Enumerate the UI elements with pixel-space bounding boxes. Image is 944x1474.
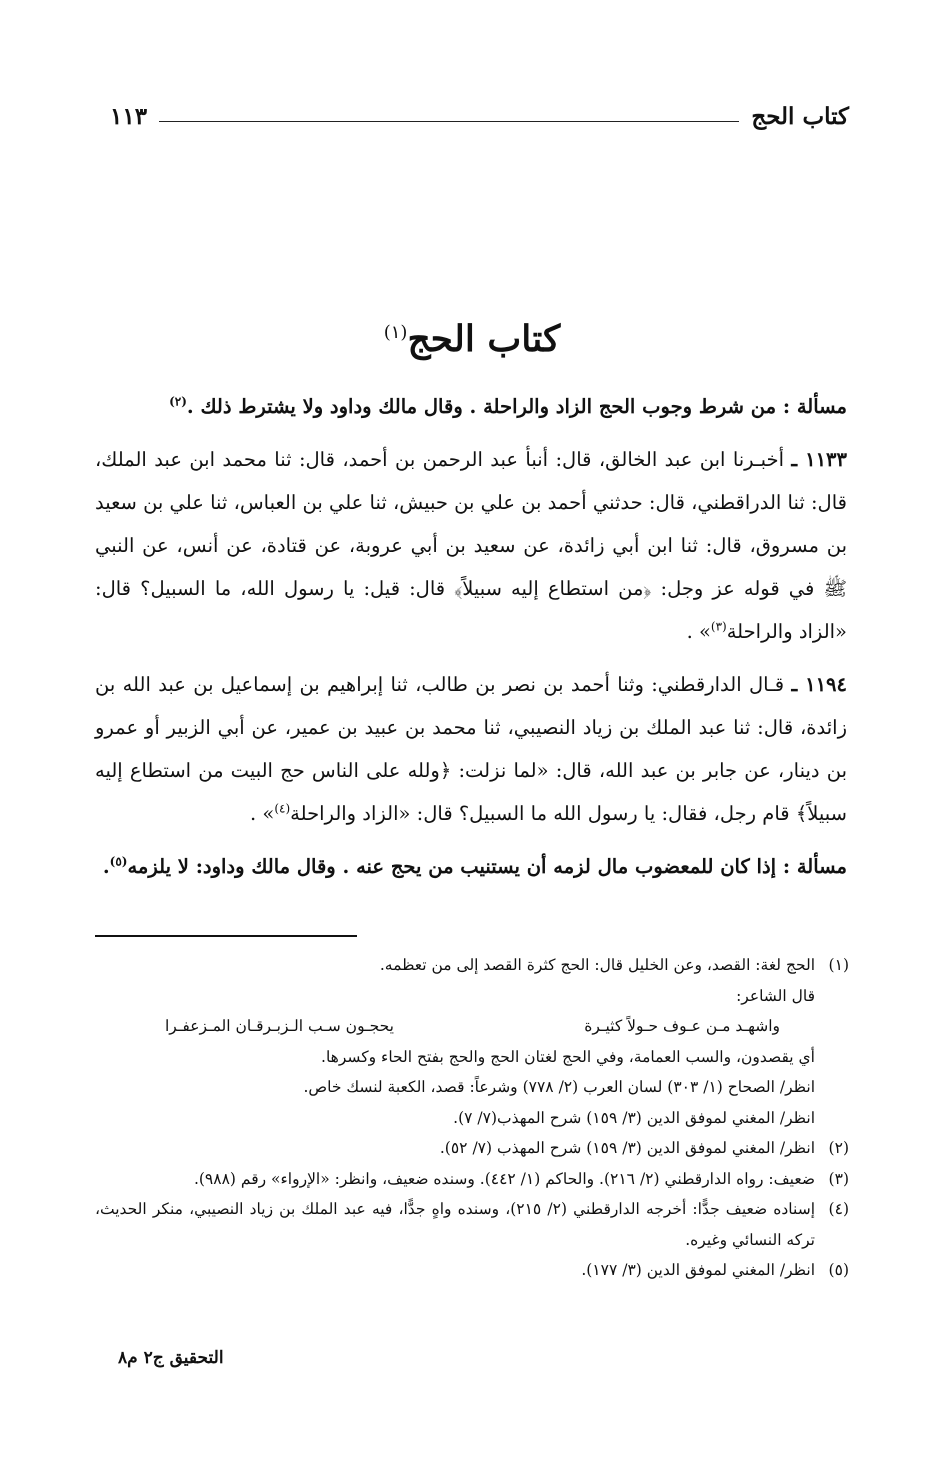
- poetry-verse: [95, 1011, 815, 1042]
- hadith-tail: » .: [250, 802, 275, 825]
- printer-signature: التحقيق ج٢ م٨: [118, 1348, 224, 1368]
- hadith-text: أخبـرنا ابن عبد الخالق، قال: أنبأ عبد الرحمن بن أحمد، قال: ثنا محمد ابن عبد الملك، قال: ثنا الدراقطني، قال: حدثني أحمد بن علي بن حبيش، ثنا علي بن العباس، ثنا علي بن سعيد بن مسروق، قال: ثنا ابن أبي زائدة، عن سعيد بن أبي عروبة، عن قتادة، عن أنس، عن النبي ﷺ في قوله عز وجل: ﴿من استطاع إليه سبيلاً﴾ قال: قيل: يا رسول الله، ما السبيل؟ قال: «الزاد والراحلة: [95, 448, 847, 643]
- footnote-line: انظر/ الصحاح (١/ ٣٠٣) لسان العرب (٢/ ٧٧٨) وشرعاً: قصد، الكعبة لنسك خاص.: [303, 1078, 815, 1096]
- footnote: [95, 950, 849, 1133]
- footnote-line: انظر/ المغني لموفق الدين (٣/ ١٧٧).: [581, 1261, 815, 1279]
- issue-paragraph: [95, 385, 847, 428]
- main-text: [95, 385, 847, 898]
- hadith-paragraph: [95, 663, 847, 835]
- footnote-line: الحج لغة: القصد، وعن الخليل قال: الحج كثرة القصد إلى من تعظمه.: [379, 956, 815, 974]
- footnote-body: [95, 950, 815, 1133]
- verse-hemistich: واشهـد مـن عـوف حـولاً كثيـرة: [584, 1017, 780, 1035]
- footnote-divider: [95, 935, 357, 937]
- footnote-marker: (٣): [710, 619, 727, 634]
- hadith-number: ١١٩٤ ـ: [791, 673, 847, 696]
- footnote: [95, 1164, 849, 1195]
- hadith-tail: » .: [686, 620, 711, 643]
- footnote-number: (٣): [828, 1169, 849, 1188]
- hadith-number: ١١٣٣ ـ: [791, 448, 847, 471]
- footnote-line: أي يقصدون، والسب العمامة، وفي الحج لغتان الحج والحج بفتح الحاء وكسرها.: [321, 1047, 815, 1066]
- footnote-number: (٤): [828, 1200, 849, 1218]
- header-rule: [159, 121, 739, 122]
- issue-text: مسألة : من شرط وجوب الحج الزاد والراحلة . وقال مالك وداود ولا يشترط ذلك .: [186, 395, 847, 418]
- chapter-note-marker: (١): [383, 322, 408, 343]
- issue-paragraph: [95, 845, 847, 888]
- chapter-title-text: كتاب الحج: [407, 318, 561, 360]
- footnote-line: انظر/ المغني لموفق الدين (٣/ ١٥٩) شرح المهذب (٧/ ٥٢).: [439, 1139, 815, 1157]
- footnote-number: (١): [828, 956, 849, 974]
- footnote-marker: (٥): [109, 854, 128, 869]
- footnote-number: (٥): [828, 1261, 849, 1279]
- hadith-paragraph: [95, 438, 847, 653]
- issue-text: مسألة : إذا كان للمعضوب مال لزمه أن يستنيب من يحج عنه . وقال مالك وداود: لا يلزمه: [127, 855, 847, 878]
- running-title: كتاب الحج: [751, 102, 849, 130]
- footnote: [95, 1194, 849, 1255]
- footnote-line: انظر/ المغني لموفق الدين (٣/ ١٥٩) شرح المهذب(٧/ ٧).: [453, 1108, 815, 1127]
- footnote-line: إسناده ضعيف جدًّا: أخرجه الدارقطني (٢/ ٢١٥)، وسنده واهٍ جدًّا، فيه عبد الملك بن زياد النصيبي، منكر الحديث، تركه النسائي وغيره.: [95, 1200, 816, 1249]
- footnote-number: (٢): [828, 1139, 849, 1157]
- issue-tail: .: [102, 855, 110, 878]
- footnote-line: قال الشاعر:: [736, 986, 815, 1005]
- footnote: [95, 1255, 849, 1286]
- page-number: ١١٣: [110, 102, 148, 130]
- running-header: [110, 96, 849, 136]
- footnotes: [95, 950, 849, 1286]
- hadith-text: قـال الدارقطني: وثنا أحمد بن نصر بن طالب، ثنا إبراهيم بن إسماعيل بن عبد الله بن زائدة، قال: ثنا عبد الملك بن زياد النصيبي، ثنا محمد بن عبيد بن عمير، عن أبي الزبير أو عمرو بن دينار، عن جابر بن عبد الله، قال: «لما نزلت: ﴿ولله على الناس حج البيت من استطاع إليه سبيلاً﴾ قام رجل، فقال: يا رسول الله ما السبيل؟ قال: «الزاد والراحلة: [95, 673, 847, 825]
- chapter-title: [0, 318, 944, 360]
- footnote-line: ضعيف: رواه الدارقطني (٢/ ٢١٦). والحاكم (١/ ٤٤٢). وسنده ضعيف، وانظر: «الإرواء» رقم (٩٨٨).: [193, 1169, 815, 1188]
- footnote: [95, 1133, 849, 1164]
- footnote-marker: (٤): [274, 801, 291, 816]
- footnote-marker: (٢): [169, 394, 187, 409]
- verse-hemistich: يحجـون سـب الـزبـرقـان المـزعفـرا: [165, 1017, 394, 1035]
